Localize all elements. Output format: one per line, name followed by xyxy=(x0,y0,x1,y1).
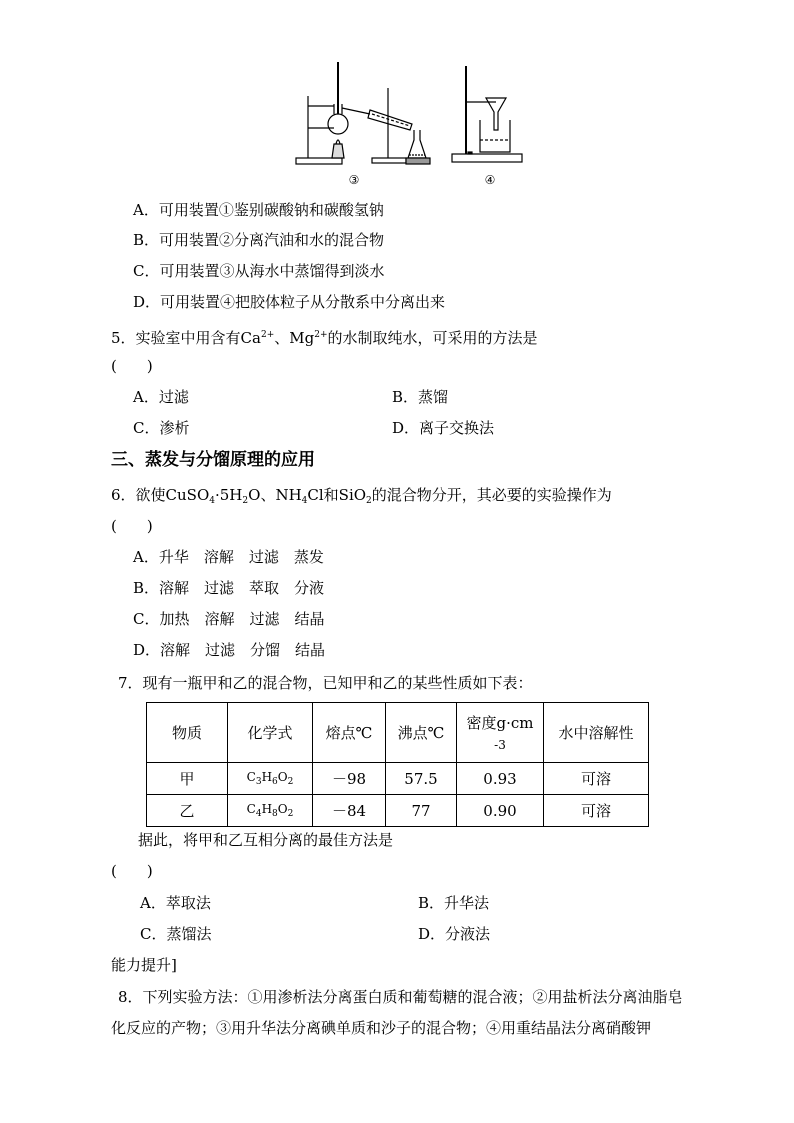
option-letter: B． xyxy=(392,388,419,406)
q5-option-d[interactable] xyxy=(392,418,494,438)
option-letter: A． xyxy=(133,388,159,406)
option-text: 蒸馏法 xyxy=(166,925,212,943)
q5-stem xyxy=(111,325,538,348)
distillation-apparatus xyxy=(296,62,430,164)
q6-text-2: ·5H xyxy=(215,486,243,504)
question-number: 5． xyxy=(111,329,136,347)
formula-h: H xyxy=(261,770,273,784)
option-letter: D． xyxy=(392,419,420,437)
formula-h-sub: 8 xyxy=(272,809,278,819)
apparatus-figure xyxy=(290,58,530,188)
q7-followup: 据此，将甲和乙互相分离的最佳方法是 xyxy=(138,831,394,849)
header-cell: 物质 xyxy=(147,703,228,763)
option-letter: C． xyxy=(140,925,167,943)
q8-text-1: 下列实验方法：①用渗析法分离蛋白质和葡萄糖的混合液；②用盐析法分离油脂皂 xyxy=(142,988,683,1006)
q8-line-1 xyxy=(118,987,683,1007)
figure-label-4: ④ xyxy=(484,173,496,187)
cell-solubility: 可溶 xyxy=(544,763,649,795)
q4-option-d[interactable] xyxy=(133,292,445,312)
cell-density: 0.93 xyxy=(457,763,544,795)
header-cell: 熔点℃ xyxy=(313,703,386,763)
table-header-row xyxy=(147,703,649,763)
option-letter: C． xyxy=(133,419,160,437)
option-letter: B． xyxy=(133,231,160,249)
option-text: 升华 溶解 过滤 蒸发 xyxy=(158,548,324,566)
option-text: 离子交换法 xyxy=(419,419,495,437)
cell-melting-point: －84 xyxy=(313,795,386,827)
q5-text-2: 、Mg xyxy=(274,329,315,347)
option-text: 萃取法 xyxy=(165,894,211,912)
option-letter: A． xyxy=(133,548,159,566)
option-letter: B． xyxy=(133,579,160,597)
header-cell: 水中溶解性 xyxy=(544,703,649,763)
formula-c: C xyxy=(246,802,256,816)
option-text: 溶解 过滤 分馏 结晶 xyxy=(160,641,326,659)
q7-option-d[interactable] xyxy=(418,924,490,944)
q6-text-3: O、NH xyxy=(248,486,302,504)
properties-table xyxy=(146,702,649,827)
option-text: 分液法 xyxy=(445,925,491,943)
figure-label-3: ③ xyxy=(348,173,360,187)
formula-o-sub: 2 xyxy=(287,777,294,787)
q6-answer-paren: ( ) xyxy=(111,517,153,535)
formula-c: C xyxy=(246,770,256,784)
formula-o: O xyxy=(277,770,288,784)
formula-h: H xyxy=(261,802,273,816)
q4-option-a[interactable] xyxy=(133,200,384,220)
option-text: 渗析 xyxy=(159,419,190,437)
question-number: 6． xyxy=(111,486,136,504)
option-letter: C． xyxy=(133,610,160,628)
q6-option-d[interactable] xyxy=(133,640,325,660)
option-letter: C． xyxy=(133,262,160,280)
q6-sub-2: 2 xyxy=(242,496,249,506)
cell-density: 0.90 xyxy=(457,795,544,827)
q7-stem xyxy=(118,673,533,693)
table-row xyxy=(147,763,649,795)
option-text: 可用装置④把胶体粒子从分散系中分离出来 xyxy=(160,293,446,311)
q6-text-5: 的混合物分开，其必要的实验操作为 xyxy=(371,486,612,504)
option-letter: B． xyxy=(418,894,445,912)
option-text: 可用装置③从海水中蒸馏得到淡水 xyxy=(159,262,385,280)
header-cell-density xyxy=(457,703,544,763)
formula-h-sub: 6 xyxy=(272,777,278,787)
cell-formula xyxy=(228,795,313,827)
q7-answer-paren: ( ) xyxy=(111,862,153,880)
question-number: 7． xyxy=(118,674,143,692)
q6-option-a[interactable] xyxy=(133,547,324,567)
q5-charge-mg: 2+ xyxy=(314,330,328,340)
formula-o: O xyxy=(277,802,288,816)
section-heading: 三、蒸发与分馏原理的应用 xyxy=(111,450,315,470)
q4-option-c[interactable] xyxy=(133,261,385,281)
q4-option-b[interactable] xyxy=(133,230,384,250)
option-text: 升华法 xyxy=(444,894,490,912)
cell-substance: 甲 xyxy=(147,763,228,795)
q6-sub-4: 2 xyxy=(366,496,372,506)
q7-option-b[interactable] xyxy=(418,893,489,913)
cell-substance: 乙 xyxy=(147,795,228,827)
q5-charge-ca: 2+ xyxy=(260,330,275,340)
q5-option-b[interactable] xyxy=(392,387,448,407)
option-letter: A． xyxy=(133,201,159,219)
cell-formula xyxy=(228,763,313,795)
option-letter: D． xyxy=(133,293,161,311)
option-text: 可用装置②分离汽油和水的混合物 xyxy=(159,231,385,249)
ability-heading: 能力提升] xyxy=(111,956,177,974)
question-number: 8． xyxy=(118,988,143,1006)
cell-melting-point: －98 xyxy=(313,763,386,795)
q6-stem xyxy=(111,485,612,511)
q6-text-4: Cl和SiO xyxy=(307,486,367,504)
q6-option-c[interactable] xyxy=(133,609,325,629)
header-cell: 化学式 xyxy=(228,703,313,763)
q7-option-a[interactable] xyxy=(140,893,211,913)
formula-o-sub: 2 xyxy=(287,809,294,819)
q5-text-3: 的水制取纯水，可采用的方法是 xyxy=(327,329,538,347)
header-cell: 沸点℃ xyxy=(386,703,457,763)
q6-sub-1: 4 xyxy=(209,496,215,506)
q5-option-a[interactable] xyxy=(133,387,189,407)
density-exponent: -3 xyxy=(494,737,506,752)
q6-text-1: 欲使CuSO xyxy=(135,486,210,504)
option-text: 溶解 过滤 萃取 分液 xyxy=(159,579,325,597)
q7-text: 现有一瓶甲和乙的混合物，已知甲和乙的某些性质如下表： xyxy=(142,674,533,692)
formula-c-sub: 3 xyxy=(255,777,262,787)
formula-c-sub: 4 xyxy=(255,809,262,819)
q6-option-b[interactable] xyxy=(133,578,324,598)
option-text: 可用装置①鉴别碳酸钠和碳酸氢钠 xyxy=(158,201,384,219)
option-letter: A． xyxy=(140,894,166,912)
option-letter: D． xyxy=(133,641,161,659)
option-text: 蒸馏 xyxy=(418,388,449,406)
q5-answer-paren: ( ) xyxy=(111,357,153,375)
q7-option-c[interactable] xyxy=(140,924,212,944)
filtration-apparatus xyxy=(452,66,522,162)
density-unit: 密度g·cm xyxy=(466,713,534,732)
table-row xyxy=(147,795,649,827)
cell-boiling-point: 77 xyxy=(386,795,457,827)
q5-option-c[interactable] xyxy=(133,418,190,438)
q6-sub-3: 4 xyxy=(301,496,308,506)
q8-line-2: 化反应的产物；③用升华法分离碘单质和沙子的混合物；④用重结晶法分离硝酸钾 xyxy=(111,1019,652,1037)
option-letter: D． xyxy=(418,925,446,943)
option-text: 加热 溶解 过滤 结晶 xyxy=(159,610,325,628)
option-text: 过滤 xyxy=(158,388,189,406)
cell-boiling-point: 57.5 xyxy=(386,763,457,795)
cell-solubility: 可溶 xyxy=(544,795,649,827)
q5-text-1: 实验室中用含有Ca xyxy=(135,329,261,347)
